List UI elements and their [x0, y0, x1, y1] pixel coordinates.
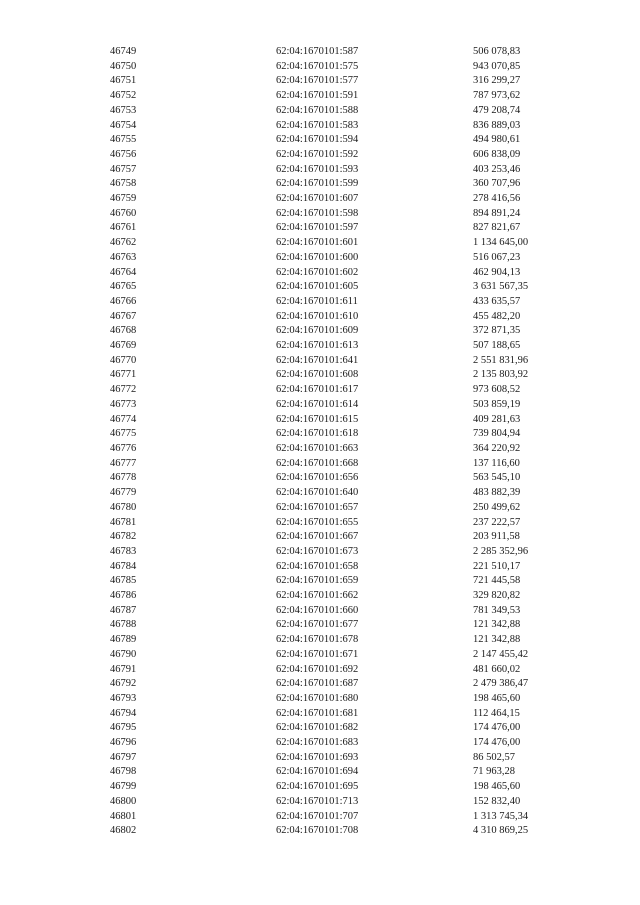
row-number: 46759 — [110, 193, 137, 205]
cadastral-number: 62:04:1670101:693 — [276, 751, 359, 763]
cadastral-value: 152 832,40 — [473, 795, 521, 807]
table-row — [110, 589, 583, 604]
cadastral-number: 62:04:1670101:594 — [276, 134, 359, 146]
row-number: 46750 — [110, 60, 137, 72]
row-number: 46780 — [110, 501, 137, 513]
cadastral-value: 121 342,88 — [473, 634, 521, 646]
cadastral-value: 2 135 803,92 — [473, 369, 529, 381]
table-row — [110, 207, 583, 222]
row-number: 46769 — [110, 340, 137, 352]
cadastral-number: 62:04:1670101:681 — [276, 707, 359, 719]
cadastral-value: 2 551 831,96 — [473, 354, 529, 366]
cadastral-value: 455 482,20 — [473, 310, 521, 322]
table-row — [110, 721, 583, 736]
cadastral-value: 721 445,58 — [473, 575, 521, 587]
row-number: 46792 — [110, 678, 137, 690]
cadastral-number: 62:04:1670101:599 — [276, 178, 359, 190]
cadastral-number: 62:04:1670101:575 — [276, 60, 359, 72]
cadastral-value: 198 465,60 — [473, 692, 521, 704]
table-row — [110, 707, 583, 722]
row-number: 46751 — [110, 75, 137, 87]
row-number: 46790 — [110, 648, 137, 660]
cadastral-value: 1 134 645,00 — [473, 237, 529, 249]
row-number: 46782 — [110, 531, 137, 543]
cadastral-number: 62:04:1670101:600 — [276, 251, 359, 263]
cadastral-number: 62:04:1670101:593 — [276, 163, 359, 175]
cadastral-value: 174 476,00 — [473, 737, 521, 749]
row-number: 46767 — [110, 310, 137, 322]
cadastral-value: 2 479 386,47 — [473, 678, 529, 690]
cadastral-number: 62:04:1670101:673 — [276, 545, 359, 557]
table-row — [110, 133, 583, 148]
row-number: 46797 — [110, 751, 137, 763]
cadastral-value: 250 499,62 — [473, 501, 521, 513]
table-row — [110, 663, 583, 678]
table-row — [110, 545, 583, 560]
cadastral-value: 506 078,83 — [473, 46, 521, 57]
table-row — [110, 413, 583, 428]
row-number: 46758 — [110, 178, 137, 190]
table-row — [110, 810, 583, 825]
table-row — [110, 398, 583, 413]
cadastral-number: 62:04:1670101:610 — [276, 310, 359, 322]
cadastral-number: 62:04:1670101:608 — [276, 369, 359, 381]
row-number: 46787 — [110, 604, 137, 616]
table-row — [110, 560, 583, 575]
table-row — [110, 618, 583, 633]
cadastral-value: 137 116,60 — [473, 457, 520, 469]
table-row — [110, 119, 583, 134]
row-number: 46773 — [110, 398, 137, 410]
table-row — [110, 486, 583, 501]
cadastral-value: 86 502,57 — [473, 751, 515, 763]
row-number: 46791 — [110, 663, 137, 675]
row-number: 46802 — [110, 825, 137, 837]
row-number: 46762 — [110, 237, 137, 249]
row-number: 46778 — [110, 472, 137, 484]
cadastral-number: 62:04:1670101:662 — [276, 590, 359, 602]
cadastral-value: 781 349,53 — [473, 604, 521, 616]
row-number: 46795 — [110, 722, 137, 734]
cadastral-value: 121 342,88 — [473, 619, 521, 631]
cadastral-value: 494 980,61 — [473, 134, 521, 146]
cadastral-number: 62:04:1670101:613 — [276, 340, 359, 352]
cadastral-value: 739 804,94 — [473, 428, 521, 440]
row-number: 46776 — [110, 442, 137, 454]
table-row — [110, 795, 583, 810]
table-body — [110, 45, 583, 839]
cadastral-number: 62:04:1670101:657 — [276, 501, 359, 513]
table-row — [110, 236, 583, 251]
cadastral-number: 62:04:1670101:695 — [276, 781, 359, 793]
cadastral-number: 62:04:1670101:609 — [276, 325, 359, 337]
table-row — [110, 530, 583, 545]
cadastral-value: 462 904,13 — [473, 266, 521, 278]
row-number: 46794 — [110, 707, 137, 719]
table-row — [110, 89, 583, 104]
cadastral-number: 62:04:1670101:615 — [276, 413, 359, 425]
cadastral-number: 62:04:1670101:678 — [276, 634, 359, 646]
row-number: 46775 — [110, 428, 137, 440]
cadastral-number: 62:04:1670101:618 — [276, 428, 359, 440]
cadastral-value: 1 313 745,34 — [473, 810, 529, 822]
table-row — [110, 442, 583, 457]
cadastral-value: 372 871,35 — [473, 325, 521, 337]
cadastral-number: 62:04:1670101:692 — [276, 663, 359, 675]
cadastral-value: 221 510,17 — [473, 560, 521, 572]
cadastral-value: 198 465,60 — [473, 781, 521, 793]
cadastral-value: 203 911,58 — [473, 531, 520, 543]
cadastral-number: 62:04:1670101:707 — [276, 810, 359, 822]
cadastral-value: 2 147 455,42 — [473, 648, 529, 660]
cadastral-number: 62:04:1670101:588 — [276, 104, 359, 116]
row-number: 46777 — [110, 457, 137, 469]
cadastral-value: 174 476,00 — [473, 722, 521, 734]
cadastral-number: 62:04:1670101:668 — [276, 457, 359, 469]
cadastral-number: 62:04:1670101:671 — [276, 648, 359, 660]
table-row — [110, 751, 583, 766]
cadastral-number: 62:04:1670101:591 — [276, 90, 359, 102]
cadastral-number: 62:04:1670101:687 — [276, 678, 359, 690]
cadastral-value: 316 299,27 — [473, 75, 521, 87]
row-number: 46755 — [110, 134, 137, 146]
row-number: 46766 — [110, 295, 137, 307]
table-row — [110, 324, 583, 339]
table-row — [110, 310, 583, 325]
table-row — [110, 192, 583, 207]
row-number: 46763 — [110, 251, 137, 263]
cadastral-value: 973 608,52 — [473, 384, 521, 396]
cadastral-number: 62:04:1670101:605 — [276, 281, 359, 293]
row-number: 46781 — [110, 516, 137, 528]
cadastral-number: 62:04:1670101:694 — [276, 766, 359, 778]
cadastral-number: 62:04:1670101:641 — [276, 354, 359, 366]
table-row — [110, 221, 583, 236]
cadastral-value: 827 821,67 — [473, 222, 521, 234]
cadastral-value: 943 070,85 — [473, 60, 521, 72]
table-row — [110, 648, 583, 663]
row-number: 46800 — [110, 795, 137, 807]
row-number: 46774 — [110, 413, 137, 425]
table-row — [110, 163, 583, 178]
row-number: 46796 — [110, 737, 137, 749]
row-number: 46799 — [110, 781, 137, 793]
row-number: 46764 — [110, 266, 137, 278]
table-row — [110, 501, 583, 516]
table-row — [110, 368, 583, 383]
table-row — [110, 736, 583, 751]
cadastral-value: 507 188,65 — [473, 340, 521, 352]
table-row — [110, 633, 583, 648]
cadastral-value: 237 222,57 — [473, 516, 521, 528]
cadastral-value: 787 973,62 — [473, 90, 521, 102]
cadastral-number: 62:04:1670101:656 — [276, 472, 359, 484]
cadastral-number: 62:04:1670101:677 — [276, 619, 359, 631]
row-number: 46752 — [110, 90, 137, 102]
row-number: 46789 — [110, 634, 137, 646]
cadastral-value: 483 882,39 — [473, 487, 521, 499]
row-number: 46784 — [110, 560, 137, 572]
row-number: 46756 — [110, 148, 137, 160]
table-row — [110, 148, 583, 163]
cadastral-number: 62:04:1670101:597 — [276, 222, 359, 234]
row-number: 46753 — [110, 104, 137, 116]
cadastral-number: 62:04:1670101:663 — [276, 442, 359, 454]
cadastral-value: 516 067,23 — [473, 251, 521, 263]
cadastral-number: 62:04:1670101:583 — [276, 119, 359, 131]
table-row — [110, 354, 583, 369]
row-number: 46768 — [110, 325, 137, 337]
cadastral-value: 894 891,24 — [473, 207, 521, 219]
row-number: 46754 — [110, 119, 137, 131]
row-number: 46793 — [110, 692, 137, 704]
row-number: 46798 — [110, 766, 137, 778]
cadastral-value: 3 631 567,35 — [473, 281, 529, 293]
cadastral-number: 62:04:1670101:713 — [276, 795, 359, 807]
row-number: 46760 — [110, 207, 137, 219]
cadastral-number: 62:04:1670101:708 — [276, 825, 359, 837]
cadastral-value: 403 253,46 — [473, 163, 521, 175]
cadastral-value: 364 220,92 — [473, 442, 521, 454]
table-row — [110, 457, 583, 472]
table-row — [110, 74, 583, 89]
cadastral-number: 62:04:1670101:640 — [276, 487, 359, 499]
cadastral-value: 278 416,56 — [473, 193, 521, 205]
row-number: 46765 — [110, 281, 137, 293]
row-number: 46771 — [110, 369, 137, 381]
row-number: 46772 — [110, 384, 137, 396]
cadastral-value: 2 285 352,96 — [473, 545, 529, 557]
cadastral-value: 71 963,28 — [473, 766, 515, 778]
cadastral-number: 62:04:1670101:592 — [276, 148, 359, 160]
cadastral-number: 62:04:1670101:660 — [276, 604, 359, 616]
cadastral-value: 479 208,74 — [473, 104, 521, 116]
row-number: 46788 — [110, 619, 137, 631]
table-row — [110, 45, 583, 60]
cadastral-number: 62:04:1670101:598 — [276, 207, 359, 219]
cadastral-number: 62:04:1670101:587 — [276, 46, 359, 57]
table-row — [110, 516, 583, 531]
table-row — [110, 104, 583, 119]
row-number: 46801 — [110, 810, 137, 822]
cadastral-number: 62:04:1670101:614 — [276, 398, 359, 410]
cadastral-value: 360 707,96 — [473, 178, 521, 190]
row-number: 46761 — [110, 222, 137, 234]
row-number: 46757 — [110, 163, 137, 175]
cadastral-number: 62:04:1670101:659 — [276, 575, 359, 587]
cadastral-number: 62:04:1670101:680 — [276, 692, 359, 704]
table-row — [110, 677, 583, 692]
table-row — [110, 266, 583, 281]
table-row — [110, 383, 583, 398]
row-number: 46749 — [110, 46, 137, 57]
cadastral-value: 329 820,82 — [473, 590, 521, 602]
table-row — [110, 295, 583, 310]
cadastral-value: 4 310 869,25 — [473, 825, 529, 837]
row-number: 46785 — [110, 575, 137, 587]
cadastral-number: 62:04:1670101:682 — [276, 722, 359, 734]
table-row — [110, 765, 583, 780]
cadastral-value: 563 545,10 — [473, 472, 521, 484]
cadastral-value: 433 635,57 — [473, 295, 521, 307]
cadastral-number: 62:04:1670101:658 — [276, 560, 359, 572]
cadastral-number: 62:04:1670101:667 — [276, 531, 359, 543]
cadastral-number: 62:04:1670101:683 — [276, 737, 359, 749]
cadastral-value: 836 889,03 — [473, 119, 521, 131]
table-row — [110, 824, 583, 839]
cadastral-number: 62:04:1670101:602 — [276, 266, 359, 278]
table-row — [110, 427, 583, 442]
cadastral-value-table — [110, 45, 583, 839]
cadastral-number: 62:04:1670101:617 — [276, 384, 359, 396]
cadastral-value: 409 281,63 — [473, 413, 521, 425]
cadastral-value: 606 838,09 — [473, 148, 521, 160]
table-row — [110, 280, 583, 295]
cadastral-value: 112 464,15 — [473, 707, 520, 719]
table-row — [110, 604, 583, 619]
table-row — [110, 574, 583, 589]
row-number: 46786 — [110, 590, 137, 602]
table-row — [110, 339, 583, 354]
cadastral-value: 503 859,19 — [473, 398, 521, 410]
row-number: 46783 — [110, 545, 137, 557]
table-row — [110, 60, 583, 75]
table-row — [110, 471, 583, 486]
cadastral-number: 62:04:1670101:577 — [276, 75, 359, 87]
table-row — [110, 251, 583, 266]
cadastral-number: 62:04:1670101:601 — [276, 237, 359, 249]
cadastral-number: 62:04:1670101:611 — [276, 295, 358, 307]
row-number: 46770 — [110, 354, 137, 366]
table-row — [110, 177, 583, 192]
cadastral-number: 62:04:1670101:607 — [276, 193, 359, 205]
table-row — [110, 692, 583, 707]
table-row — [110, 780, 583, 795]
cadastral-value: 481 660,02 — [473, 663, 521, 675]
cadastral-number: 62:04:1670101:655 — [276, 516, 359, 528]
row-number: 46779 — [110, 487, 137, 499]
